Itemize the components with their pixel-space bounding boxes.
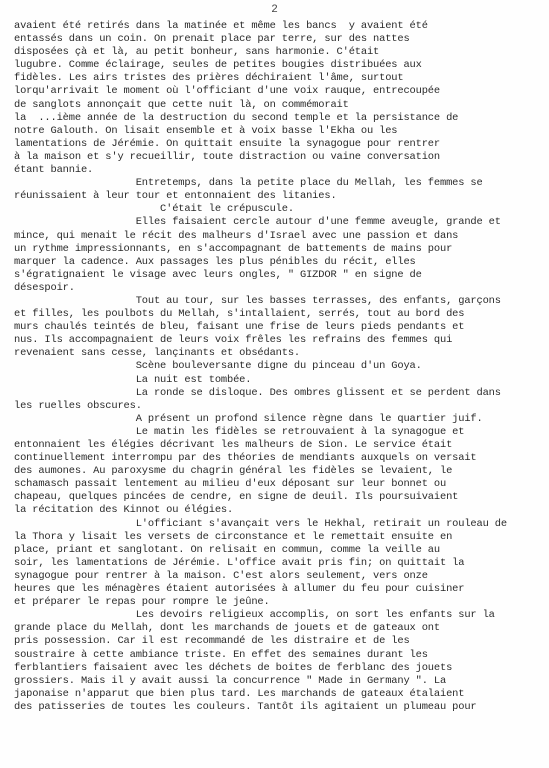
text-line: A présent un profond silence règne dans le quartier juif. xyxy=(14,412,483,425)
text-line: pris possession. Car il est recommandé de les distraire et de les xyxy=(14,635,410,648)
text-line: réunissaient à leur tour et entonnaient des litanies. xyxy=(14,190,337,203)
page-number: 2 xyxy=(271,4,278,16)
text-line: Elles faisaient cercle autour d'une femme aveugle, grande et xyxy=(14,216,501,229)
text-line: entassés dans un coin. On prenait place par terre, sur des nattes xyxy=(14,33,410,46)
text-line: à la maison et s'y recueillir, toute distraction ou vaine conversation xyxy=(14,150,440,163)
text-line: marquer la cadence. Aux passages les plus pénibles du récit, elles xyxy=(14,255,416,268)
text-line: lorqu'arrivait le moment où l'officiant d'une voix rauque, entrecoupée xyxy=(14,85,440,98)
text-line: disposées çà et là, au petit bonheur, sans harmonie. C'était xyxy=(14,46,380,59)
text-line: soustraire à cette ambiance triste. En effet des semaines durant les xyxy=(14,648,428,661)
text-line: murs chaulés teintés de bleu, faisant une frise de leurs pieds pendants et xyxy=(14,321,465,334)
text-line: heures que les ménagères étaient autorisées à allumer du feu pour cuisiner xyxy=(14,583,465,596)
text-line: L'officiant s'avançait vers le Hekhal, retirait un rouleau de xyxy=(14,517,507,530)
text-line: la ...ième année de la destruction du second temple et la persistance de xyxy=(14,111,459,124)
text-line: grande place du Mellah, dont les marchands de jouets et de gateaux ont xyxy=(14,622,440,635)
text-line: entonnaient les élégies décrivant les malheurs de Sion. Le service était xyxy=(14,439,453,451)
text-line: et filles, les poulbots du Mellah, s'intallaient, serrés, tout au bord des xyxy=(14,308,465,321)
text-line: grossiers. Mais il y avait aussi la concurrence " Made in Germany ". La xyxy=(14,674,447,687)
text-line: ferblantiers faisaient avec les déchets de boites de ferblanc des jouets xyxy=(14,661,453,674)
text-line: des patisseries de toutes les couleurs. Tantôt ils agitaient un plumeau pour xyxy=(14,700,477,713)
text-line: et préparer le repas pour rompre le jeûne. xyxy=(14,596,270,609)
text-line: les ruelles obscures. xyxy=(14,399,142,412)
text-line: la Thora y lisait les versets de circonstance et le remettait ensuite en xyxy=(14,530,453,543)
text-line: Le matin les fidèles se retrouvaient à la synagogue et xyxy=(14,425,465,438)
body-text xyxy=(14,20,544,714)
text-line: lamentations de Jérémie. On quittait ensuite la synagogue pour rentrer xyxy=(14,137,440,150)
text-line: de sanglots annonçait que cette nuit là, on commémorait xyxy=(14,98,349,111)
text-line: désespoir. xyxy=(14,281,75,294)
text-line: revenaient sans cesse, lançinants et obsédants. xyxy=(14,347,301,360)
text-line: La nuit est tombée. xyxy=(14,373,252,386)
text-line: la récitation des Kinnot ou élégies. xyxy=(14,504,234,517)
text-line: Tout au tour, sur les basses terrasses, des enfants, garçons xyxy=(14,294,501,307)
text-line: Les devoirs religieux accomplis, on sort les enfants sur la xyxy=(14,609,495,622)
text-line: Entretemps, dans la petite place du Mellah, les femmes se xyxy=(14,177,483,190)
text-line: un rythme impressionnants, en s'accompagnant de battements de mains pour xyxy=(14,242,453,255)
text-line: synagogue pour rentrer à la maison. C'est alors seulement, vers onze xyxy=(14,569,428,582)
text-line: schamasch passait lentement au milieu d'eux déposant sur leur bonnet ou xyxy=(14,478,447,491)
text-line: s'égratignaient le visage avec leurs ongles, " GIZDOR " en signe de xyxy=(14,268,422,281)
text-line: nus. Ils accompagnaient de leurs voix frêles les refrains des femmes qui xyxy=(14,334,453,347)
text-line: lugubre. Comme éclairage, seules de petites bougies distribuées aux xyxy=(14,59,422,72)
text-line: C'était le crépuscule. xyxy=(14,203,294,216)
text-line: avaient été retirés dans la matinée et même les bancs y avaient été xyxy=(14,20,428,32)
text-line: étant bannie. xyxy=(14,164,94,177)
text-line: La ronde se disloque. Des ombres glissent et se perdent dans xyxy=(14,386,501,399)
text-line: Scène bouleversante digne du pinceau d'un Goya. xyxy=(14,360,422,373)
text-line: continuellement interrompu par des théories de mendiants auxquels on versait xyxy=(14,452,477,465)
text-line: japonaise n'apparut que bien plus tard. Les marchands de gateaux étalaient xyxy=(14,687,465,700)
text-line: chapeau, quelques pincées de cendre, en signe de deuil. Ils poursuivaient xyxy=(14,491,459,504)
text-line: mince, qui menait le récit des malheurs d'Israel avec une passion et dans xyxy=(14,229,459,242)
text-line: fidèles. Les airs tristes des prières déchiraient l'âme, surtout xyxy=(14,72,404,85)
text-line: notre Galouth. On lisait ensemble et à voix basse l'Ekha ou les xyxy=(14,124,398,137)
text-line: soir, les lamentations de Jérémie. L'office avait pris fin; on quittait la xyxy=(14,556,465,569)
text-line: place, priant et sanglotant. On relisait en commun, comme la veille au xyxy=(14,543,440,556)
text-line: des aumones. Au paroxysme du chagrin général les fidèles se levaient, le xyxy=(14,465,453,478)
